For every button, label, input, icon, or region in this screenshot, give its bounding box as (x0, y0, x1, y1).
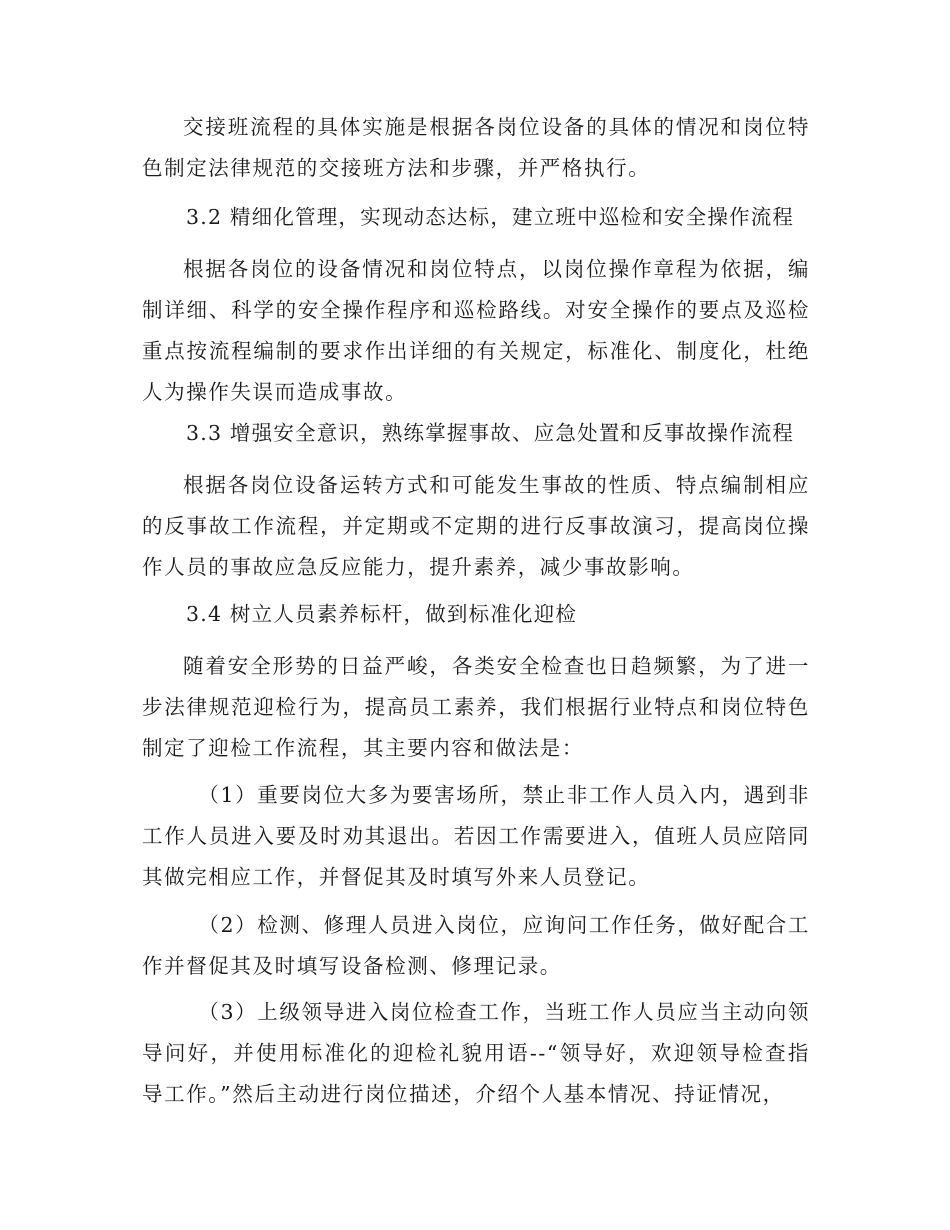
section-heading-3-3: 3.3 增强安全意识，熟练掌握事故、应急处置和反事故操作流程 (186, 421, 795, 445)
section-heading-3-2: 3.2 精细化管理，实现动态达标，建立班中巡检和安全操作流程 (186, 205, 795, 229)
paragraph-inspection-reception: 随着安全形势的日益严峻，各类安全检查也日趋频繁，为了进一步法律规范迎检行为，提高员工素养，我们根据行业特点和岗位特色制定了迎检工作流程，其主要内容和做法是： (142, 654, 810, 760)
paragraph-safety-operation: 根据各岗位的设备情况和岗位特点，以岗位操作章程为依据，编制详细、科学的安全操作程序和巡检路线。对安全操作的要点及巡检重点按流程编制的要求作出详细的有关规定，标准化、制度化，杜绝人为操作失误而造成事故。 (142, 257, 810, 404)
paragraph-anti-accident: 根据各岗位设备运转方式和可能发生事故的性质、特点编制相应的反事故工作流程，并定期或不定期的进行反事故演习，提高岗位操作人员的事故应急反应能力，提升素养，减少事故影响。 (142, 473, 810, 579)
paragraph-item-2: （2）检测、修理人员进入岗位，应询问工作任务，做好配合工作并督促其及时填写设备检测、修理记录。 (142, 913, 810, 978)
paragraph-handover-implementation: 交接班流程的具体实施是根据各岗位设备的具体的情况和岗位特色制定法律规范的交接班方法和步骤，并严格执行。 (142, 115, 810, 180)
section-heading-3-4: 3.4 树立人员素养标杆，做到标准化迎检 (186, 602, 578, 626)
paragraph-item-1: （1）重要岗位大多为要害场所，禁止非工作人员入内，遇到非工作人员进入要及时劝其退出。若因工作需要进入，值班人员应陪同其做完相应工作，并督促其及时填写外来人员登记。 (142, 783, 810, 889)
paragraph-item-3: （3）上级领导进入岗位检查工作，当班工作人员应当主动向领导问好，并使用标准化的迎检礼貌用语--“领导好，欢迎领导检查指导工作。”然后主动进行岗位描述，介绍个人基本情况、持证情况， (142, 1000, 810, 1106)
